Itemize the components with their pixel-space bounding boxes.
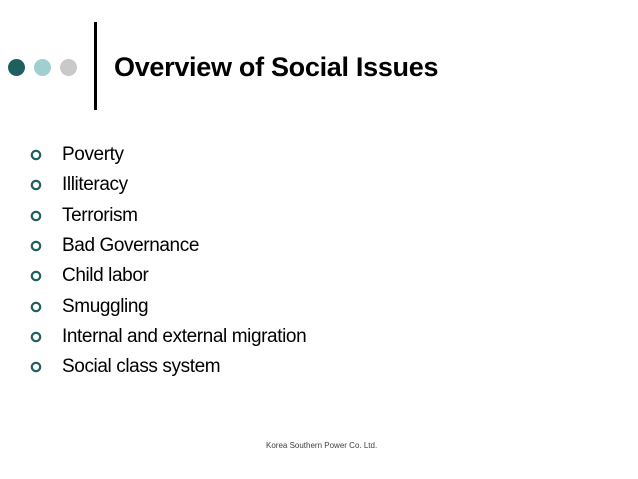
- bullet-item: [30, 231, 306, 261]
- bullet-item: [30, 201, 306, 231]
- ring-bullet-icon: [30, 301, 42, 313]
- bullet-item: [30, 140, 306, 170]
- bullet-text: Internal and external migration: [62, 325, 307, 347]
- ring-bullet-icon: [30, 179, 42, 191]
- footer-company: Korea Southern Power Co. Ltd.: [266, 441, 378, 450]
- ring-bullet-icon: [30, 149, 42, 161]
- slide-title: Overview of Social Issues: [114, 52, 439, 82]
- bullet-item: [30, 170, 306, 200]
- bullet-text: Bad Governance: [62, 235, 199, 257]
- bullet-text: Child labor: [62, 265, 149, 287]
- light-teal-dot-icon: [34, 59, 51, 76]
- bullet-text: Illiteracy: [62, 174, 128, 196]
- title-divider-bar: [94, 22, 97, 110]
- bullet-text: Terrorism: [62, 204, 138, 226]
- dark-teal-dot-icon: [8, 59, 25, 76]
- bullet-list: [30, 140, 306, 382]
- ring-bullet-icon: [30, 210, 42, 222]
- bullet-text: Poverty: [62, 144, 124, 166]
- bullet-text: Smuggling: [62, 295, 149, 317]
- bullet-item: [30, 261, 306, 291]
- ring-bullet-icon: [30, 240, 42, 252]
- ring-bullet-icon: [30, 270, 42, 282]
- ring-bullet-icon: [30, 331, 42, 343]
- bullet-text: Social class system: [62, 356, 221, 378]
- bullet-item: [30, 291, 306, 321]
- ring-bullet-icon: [30, 361, 42, 373]
- decorative-dots: [8, 58, 86, 76]
- bullet-item: [30, 322, 306, 352]
- gray-dot-icon: [60, 59, 77, 76]
- bullet-item: [30, 352, 306, 382]
